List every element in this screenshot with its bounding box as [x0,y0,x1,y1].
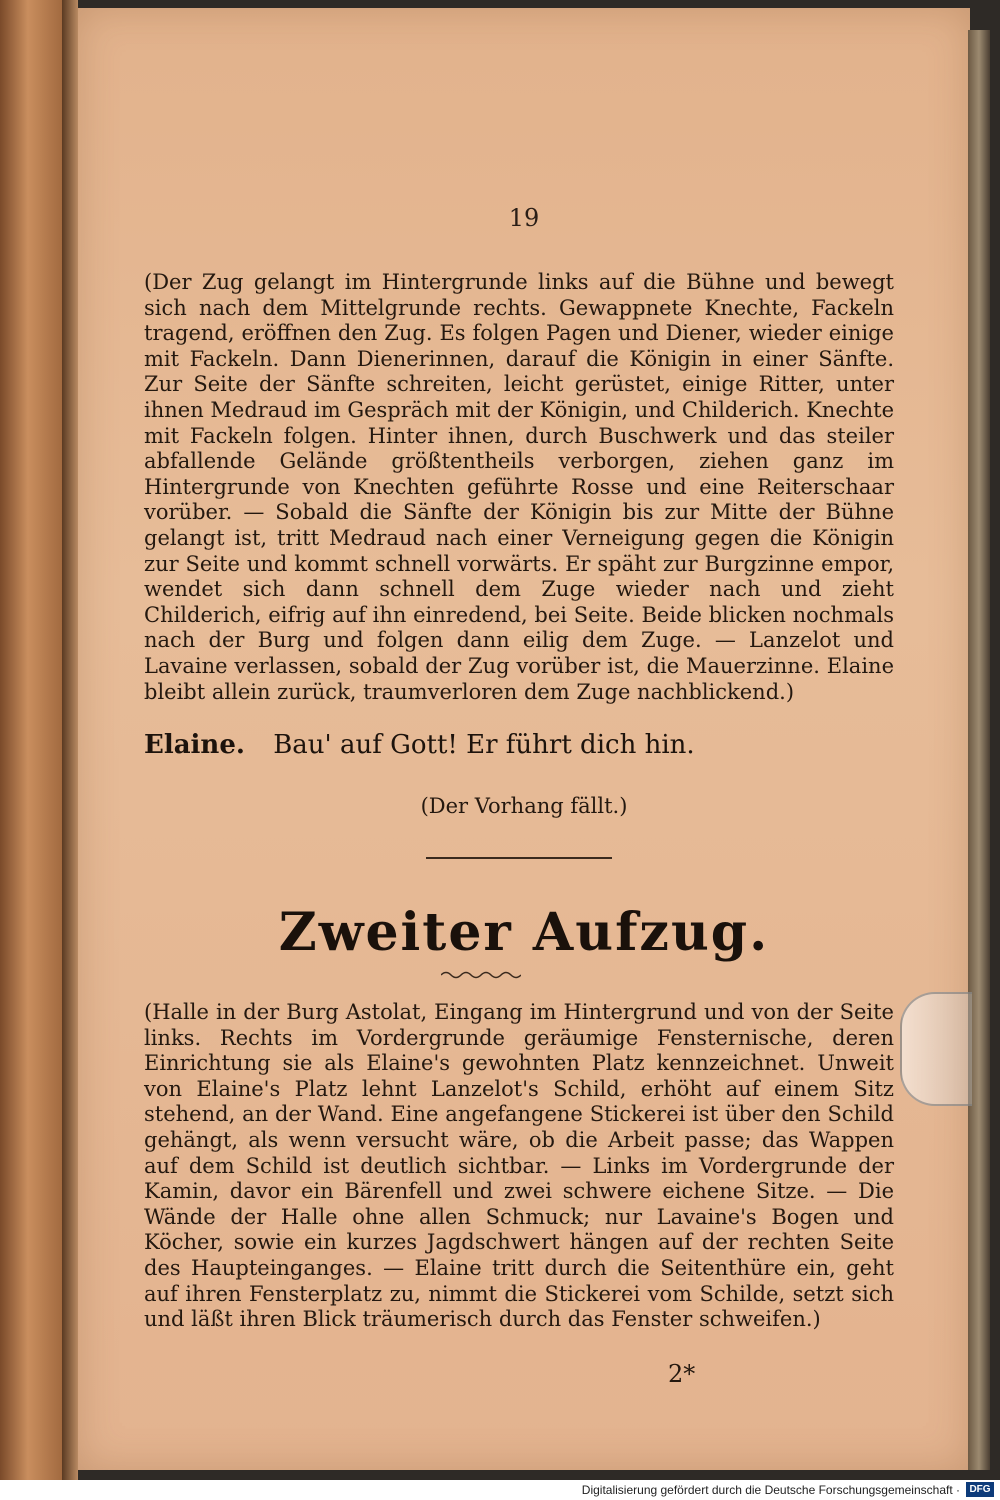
speaker-name: Elaine. [144,730,245,760]
section-divider [426,857,612,859]
stage-direction-1: (Der Zug gelangt im Hintergrunde links auf die Bühne und bewegt sich nach dem Mittelgrunde rechts. Gewappnete Knechte, Fackeln tragend, eröffnen den Zug. Es folgen Pagen und Diener, wieder einige mit Fackeln. Dann Dienerinnen, darauf die Königin in einer Sänfte. Zur Seite der Sänfte schreiten, leicht gerüstet, einige Ritter, unter ihnen Medraud im Gespräch mit der Königin, und Childerich. Knechte mit Fackeln folgen. Hinter ihnen, durch Buschwerk und das steiler abfallende Gelände größtentheils verborgen, ziehen ganz im Hintergrunde von Knechten geführte Rosse und eine Reiterschaar vorüber. — Sobald die Sänfte der Königin bis zur Mitte der Bühne gelangt ist, tritt Medraud nach einer Verneigung gegen die Königin zur Seite und kommt schnell vorwärts. Er späht zur Burgzinne empor, wendet sich dann schnell dem Zuge wieder nach und zieht Childerich, eifrig auf ihn einredend, bei Seite. Beide blicken nochmals nach der Burg und folgen dann eilig dem Zuge. — Lanzelot und Lavaine verlassen, sobald der Zug vorüber ist, die Mauerzinne. Elaine bleibt allein zurück, traumverloren dem Zuge nachblickend.) [144,270,894,704]
dfg-logo: DFG [966,1482,994,1497]
curtain-direction: (Der Vorhang fällt.) [420,794,628,818]
dialogue-line [144,730,894,760]
act-title: Zweiter Aufzug. [278,902,770,963]
page-clip [900,992,972,1106]
page-number: 19 [508,204,540,232]
footer-bar [0,1480,1000,1500]
book-gutter [62,0,78,1480]
book-page [78,8,970,1470]
funding-credit: Digitalisierung gefördert durch die Deutsche Forschungsgemeinschaft · [581,1483,960,1497]
stage-direction-2: (Halle in der Burg Astolat, Eingang im Hintergrund und von der Seite links. Rechts im Vordergrunde geräumige Fensternische, deren Einrichtung sie als Elaine's gewohnten Platz kennzeichnet. Unweit von Elaine's Platz lehnt Lanzelot's Schild, erhöht auf einem Sitz stehend, an der Wand. Eine angefangene Stickerei ist über den Schild gehängt, als wenn versucht wäre, ob die Arbeit passe; das Wappen auf dem Schild ist deutlich sichtbar. — Links im Vordergrunde der Kamin, davor ein Bärenfell und zwei schwere eichene Sitze. — Die Wände der Halle ohne allen Schmuck; nur Lavaine's Bogen und Köcher, sowie ein kurzes Jagdschwert hängen auf der rechten Seite des Haupteinganges. — Elaine tritt durch die Seitenthüre ein, geht auf ihren Fensterplatz zu, nimmt die Stickerei vom Schilde, setzt sich und läßt ihren Blick träumerisch durch das Fenster schweifen.) [144,1000,894,1332]
speech-text: Bau' auf Gott! Er führt dich hin. [273,730,695,760]
ornament-wave [441,970,521,980]
left-page-edge [0,0,62,1480]
signature-mark: 2* [668,1360,696,1388]
book-cover-edge [968,30,990,1470]
